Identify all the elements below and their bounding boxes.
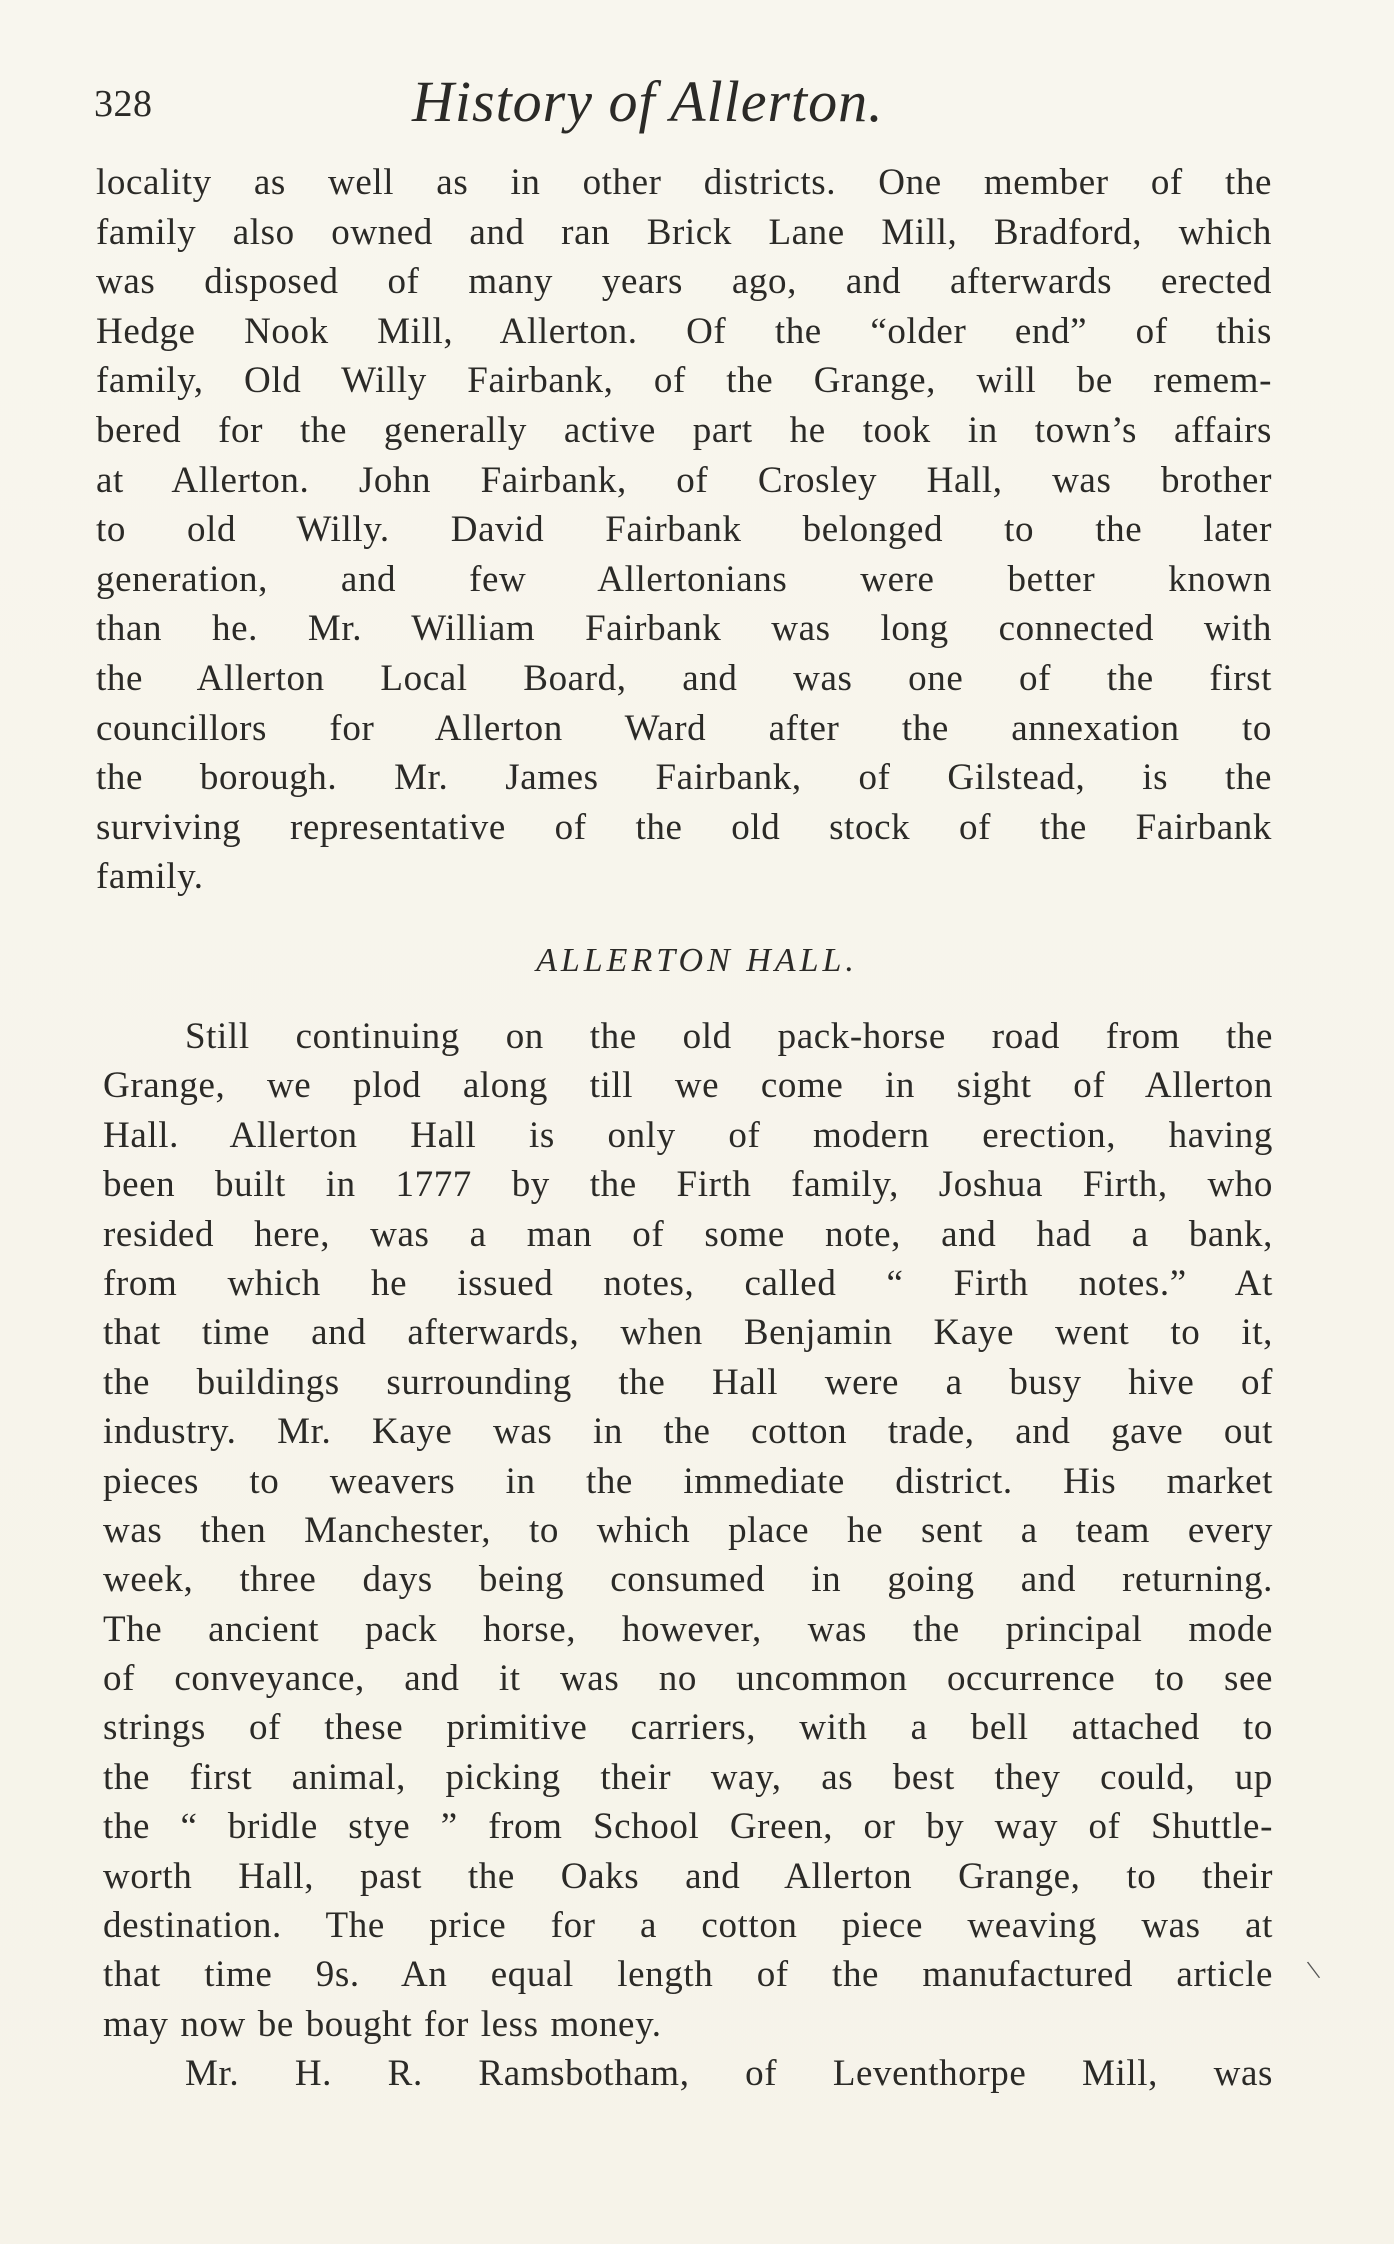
- text-line: was disposed of many years ago, and afterwards erected: [96, 261, 1272, 303]
- text-line: been built in 1777 by the Firth family, Joshua Firth, who: [103, 1164, 1273, 1206]
- text-line: to old Willy. David Fairbank belonged to the later: [96, 509, 1272, 551]
- section-heading: ALLERTON HALL.: [536, 942, 858, 979]
- text-line: the borough. Mr. James Fairbank, of Gilstead, is the: [96, 757, 1272, 799]
- text-line: the Allerton Local Board, and was one of the first: [96, 657, 1272, 699]
- text-line: the first animal, picking their way, as best they could, up: [103, 1756, 1273, 1798]
- text-line: The ancient pack horse, however, was the principal mode: [103, 1608, 1273, 1650]
- text-line: locality as well as in other districts. One member of the: [96, 162, 1272, 203]
- margin-mark: \: [1305, 1954, 1323, 1987]
- running-title: History of Allerton.: [412, 69, 884, 134]
- text-line: may now be bought for less money.: [103, 2003, 662, 2045]
- text-line: councillors for Allerton Ward after the annexation to: [96, 707, 1272, 749]
- text-line: the buildings surrounding the Hall were a busy hive of: [103, 1361, 1273, 1403]
- text-line: from which he issued notes, called “ Firth notes.” At: [103, 1262, 1273, 1304]
- text-line: Hall. Allerton Hall is only of modern erection, having: [103, 1114, 1273, 1156]
- text-line: Grange, we plod along till we come in sight of Allerton: [103, 1065, 1273, 1107]
- page-number: 328: [94, 83, 153, 125]
- text-line: generation, and few Allertonians were better known: [96, 558, 1272, 600]
- opening-paragraph: [96, 158, 1272, 902]
- text-line: family also owned and ran Brick Lane Mill, Bradford, which: [96, 211, 1272, 253]
- text-line: Mr. H. R. Ramsbotham, of Leventhorpe Mill, was: [185, 2053, 1273, 2095]
- text-line: destination. The price for a cotton piece weaving was at: [103, 1905, 1273, 1947]
- text-line: than he. Mr. William Fairbank was long connected with: [96, 608, 1272, 650]
- text-line: pieces to weavers in the immediate district. His market: [103, 1460, 1273, 1502]
- text-line: of conveyance, and it was no uncommon occurrence to see: [103, 1658, 1273, 1700]
- page-header: [94, 58, 1270, 148]
- text-line: surviving representative of the old stock of the Fairbank: [96, 806, 1272, 848]
- text-line: that time and afterwards, when Benjamin Kaye went to it,: [103, 1312, 1273, 1354]
- text-line: the “ bridle stye ” from School Green, or by way of Shuttle-: [103, 1806, 1273, 1848]
- text-line: that time 9s. An equal length of the manufactured article: [103, 1954, 1273, 1996]
- text-line: family.: [96, 856, 204, 898]
- text-line: Still continuing on the old pack-horse road from the: [185, 1016, 1273, 1057]
- text-line: week, three days being consumed in going and returning.: [103, 1559, 1273, 1601]
- text-line: bered for the generally active part he took in town’s affairs: [96, 409, 1272, 451]
- text-line: family, Old Willy Fairbank, of the Grange, will be remem-: [96, 360, 1272, 402]
- text-line: industry. Mr. Kaye was in the cotton trade, and gave out: [103, 1411, 1273, 1453]
- text-line: worth Hall, past the Oaks and Allerton Grange, to their: [103, 1855, 1273, 1897]
- text-line: Hedge Nook Mill, Allerton. Of the “older end” of this: [96, 310, 1272, 352]
- text-line: resided here, was a man of some note, and had a bank,: [103, 1213, 1273, 1255]
- text-line: strings of these primitive carriers, with a bell attached to: [103, 1707, 1273, 1749]
- text-line: at Allerton. John Fairbank, of Crosley Hall, was brother: [96, 459, 1272, 501]
- text-line: was then Manchester, to which place he sent a team every: [103, 1509, 1273, 1551]
- allerton-hall-section: [103, 1012, 1273, 2099]
